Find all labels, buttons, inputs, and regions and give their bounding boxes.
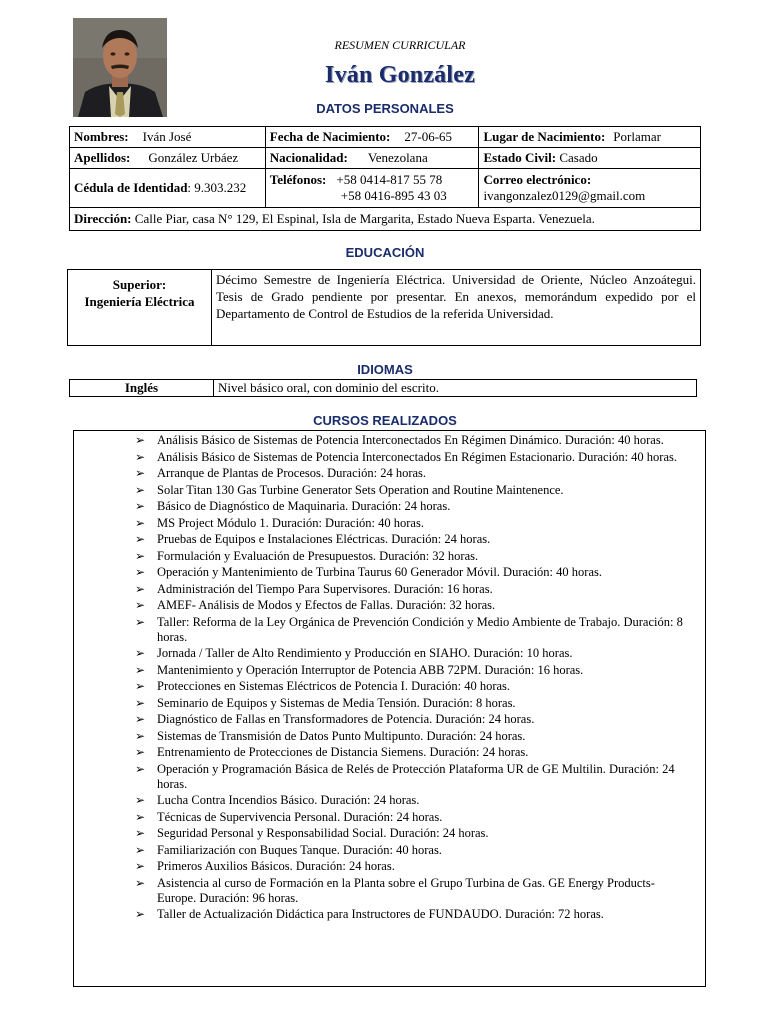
section-title-personal: DATOS PERSONALES <box>316 101 454 116</box>
table-row <box>70 148 701 169</box>
list-item <box>133 907 695 922</box>
course-text: Administración del Tiempo Para Supervisores. Duración: 16 horas. <box>157 581 493 596</box>
course-text: Entrenamiento de Protecciones de Distancia Siemens. Duración: 24 horas. <box>157 745 529 759</box>
arrow-bullet-icon: ➢ <box>135 728 146 743</box>
arrow-bullet-icon: ➢ <box>135 809 146 824</box>
languages-table <box>69 379 697 397</box>
lugar-value: Porlamar <box>613 129 661 144</box>
telefonos-label: Teléfonos: <box>269 172 327 187</box>
estado-cell <box>479 148 701 169</box>
list-item <box>133 532 695 547</box>
cedula-value: : 9.303.232 <box>187 180 247 195</box>
correo-cell <box>479 169 701 208</box>
education-degree-cell <box>68 270 212 346</box>
section-title-courses: CURSOS REALIZADOS <box>313 413 457 428</box>
course-text: Operación y Mantenimiento de Turbina Taurus 60 Generador Móvil. Duración: 40 horas. <box>157 565 602 579</box>
lugar-label: Lugar de Nacimiento: <box>483 129 606 144</box>
course-text: Diagnóstico de Fallas en Transformadores de Potencia. Duración: 24 horas. <box>157 712 535 726</box>
apellidos-value: González Urbáez <box>148 150 239 165</box>
course-text: Análisis Básico de Sistemas de Potencia Interconectados En Régimen Dinámico. Duración: 40 horas. <box>157 433 664 447</box>
list-item <box>133 762 695 792</box>
list-item <box>133 663 695 678</box>
course-text: Sistemas de Transmisión de Datos Punto Multipunto. Duración: 24 horas. <box>157 728 526 743</box>
list-item <box>133 483 695 498</box>
list-item <box>133 450 695 465</box>
list-item <box>133 793 695 808</box>
course-text: Jornada / Taller de Alto Rendimiento y Producción en SIAHO. Duración: 10 horas. <box>157 646 573 660</box>
list-item <box>133 696 695 711</box>
arrow-bullet-icon: ➢ <box>135 875 146 890</box>
arrow-bullet-icon: ➢ <box>135 565 146 579</box>
candidate-name: Iván González <box>325 62 475 88</box>
course-text: Arranque de Plantas de Procesos. Duración: 24 horas. <box>157 466 427 480</box>
arrow-bullet-icon: ➢ <box>135 548 146 563</box>
arrow-bullet-icon: ➢ <box>135 826 146 840</box>
estado-label: Estado Civil: <box>483 150 557 165</box>
table-row <box>70 208 701 231</box>
arrow-bullet-icon: ➢ <box>135 598 146 612</box>
personal-data-table <box>69 126 701 231</box>
course-text: Pruebas de Equipos e Instalaciones Eléctricas. Duración: 24 horas. <box>157 532 491 546</box>
course-text: Básico de Diagnóstico de Maquinaria. Duración: 24 horas. <box>157 499 451 513</box>
apellidos-label: Apellidos: <box>74 150 131 165</box>
arrow-bullet-icon: ➢ <box>135 695 146 710</box>
language-name: Inglés <box>70 380 214 397</box>
list-item <box>133 549 695 564</box>
apellidos-cell <box>70 148 266 169</box>
section-title-languages: IDIOMAS <box>357 362 413 377</box>
arrow-bullet-icon: ➢ <box>135 466 146 480</box>
course-text: Técnicas de Supervivencia Personal. Duración: 24 horas. <box>157 809 443 824</box>
estado-value: Casado <box>559 150 598 165</box>
course-text: Lucha Contra Incendios Básico. Duración: 24 horas. <box>157 793 420 807</box>
fecha-value: 27-06-65 <box>404 129 453 144</box>
nacionalidad-label: Nacionalidad: <box>269 150 348 165</box>
correo-value: ivangonzalez0129@gmail.com <box>483 188 646 203</box>
nombres-label: Nombres: <box>74 129 129 144</box>
list-item <box>133 646 695 661</box>
list-item <box>133 843 695 858</box>
list-item <box>133 499 695 514</box>
section-title-education: EDUCACIÓN <box>345 245 425 260</box>
nacionalidad-cell <box>265 148 479 169</box>
arrow-bullet-icon: ➢ <box>135 712 146 726</box>
education-level: Superior: <box>112 277 167 292</box>
language-level: Nivel básico oral, con dominio del escrito. <box>214 380 697 397</box>
list-item <box>133 598 695 613</box>
course-text: Operación y Programación Básica de Relés de Protección Plataforma UR de GE Multilin. Duración: 24 horas. <box>157 761 675 791</box>
course-text: Protecciones en Sistemas Eléctricos de Potencia I. Duración: 40 horas. <box>157 679 511 693</box>
correo-label: Correo electrónico: <box>483 172 592 187</box>
list-item <box>133 433 695 448</box>
list-item <box>133 745 695 760</box>
education-table <box>67 269 701 346</box>
arrow-bullet-icon: ➢ <box>135 842 146 857</box>
courses-list <box>133 433 695 924</box>
course-text: Seminario de Equipos y Sistemas de Media Tensión. Duración: 8 horas. <box>157 695 516 710</box>
arrow-bullet-icon: ➢ <box>135 907 146 921</box>
list-item <box>133 615 695 645</box>
list-item <box>133 466 695 481</box>
course-text: Solar Titan 130 Gas Turbine Generator Sets Operation and Routine Maintenence. <box>157 482 564 497</box>
telefono-1: +58 0414-817 55 78 <box>336 172 443 187</box>
table-row <box>70 127 701 148</box>
list-item <box>133 679 695 694</box>
fecha-cell <box>265 127 479 148</box>
course-text: Primeros Auxilios Básicos. Duración: 24 horas. <box>157 859 395 873</box>
arrow-bullet-icon: ➢ <box>135 859 146 873</box>
arrow-bullet-icon: ➢ <box>135 482 146 497</box>
direccion-label: Dirección: <box>74 211 132 226</box>
arrow-bullet-icon: ➢ <box>135 646 146 660</box>
list-item <box>133 876 695 906</box>
list-item <box>133 859 695 874</box>
arrow-bullet-icon: ➢ <box>135 614 146 629</box>
course-text: Familiarización con Buques Tanque. Duración: 40 horas. <box>157 842 442 857</box>
course-text: Formulación y Evaluación de Presupuestos. Duración: 32 horas. <box>157 548 479 563</box>
arrow-bullet-icon: ➢ <box>135 662 146 677</box>
course-text: Seguridad Personal y Responsabilidad Social. Duración: 24 horas. <box>157 826 489 840</box>
arrow-bullet-icon: ➢ <box>135 532 146 546</box>
arrow-bullet-icon: ➢ <box>135 499 146 513</box>
nombres-cell <box>70 127 266 148</box>
arrow-bullet-icon: ➢ <box>135 581 146 596</box>
list-item <box>133 729 695 744</box>
telefonos-cell <box>265 169 479 208</box>
nombres-value: Iván José <box>142 129 192 144</box>
education-field: Ingeniería Eléctrica <box>84 294 195 309</box>
list-item <box>133 565 695 580</box>
table-row <box>70 380 697 397</box>
arrow-bullet-icon: ➢ <box>135 679 146 693</box>
document-subtitle: RESUMEN CURRICULAR <box>334 38 466 52</box>
course-text: Mantenimiento y Operación Interruptor de Potencia ABB 72PM. Duración: 16 horas. <box>157 662 584 677</box>
course-text: AMEF- Análisis de Modos y Efectos de Fallas. Duración: 32 horas. <box>157 598 496 612</box>
arrow-bullet-icon: ➢ <box>135 745 146 759</box>
course-text: Taller: Reforma de la Ley Orgánica de Prevención Condición y Medio Ambiente de Trabajo. Duración: 8 horas. <box>157 614 683 644</box>
list-item <box>133 712 695 727</box>
fecha-label: Fecha de Nacimiento: <box>269 129 391 144</box>
list-item <box>133 810 695 825</box>
cedula-cell <box>70 169 266 208</box>
list-item <box>133 826 695 841</box>
list-item <box>133 582 695 597</box>
table-row <box>68 270 701 346</box>
table-row <box>70 169 701 208</box>
arrow-bullet-icon: ➢ <box>135 449 146 464</box>
arrow-bullet-icon: ➢ <box>135 793 146 807</box>
course-text: Análisis Básico de Sistemas de Potencia Interconectados En Régimen Estacionario. Duración: 40 horas. <box>157 449 678 464</box>
telefono-2: +58 0416-895 43 03 <box>340 188 447 203</box>
direccion-value: Calle Piar, casa N° 129, El Espinal, Isla de Margarita, Estado Nueva Esparta. Venezuela. <box>134 211 595 226</box>
course-text: Asistencia al curso de Formación en la Planta sobre el Grupo Turbina de Gas. GE Energy Products- Europe. Duración: 96 horas. <box>157 875 655 905</box>
education-description: Décimo Semestre de Ingeniería Eléctrica. Universidad de Oriente, Núcleo Anzoátegui. Tesis de Grado pendiente por presentar. En anexos, memorándum expedido por el Departamento de Control de Estudios de la referida Universidad. <box>212 270 701 346</box>
list-item <box>133 516 695 531</box>
arrow-bullet-icon: ➢ <box>135 761 146 776</box>
lugar-cell <box>479 127 701 148</box>
cedula-label: Cédula de Identidad <box>74 180 188 195</box>
direccion-cell <box>70 208 701 231</box>
course-text: MS Project Módulo 1. Duración: Duración: 40 horas. <box>157 515 424 530</box>
nacionalidad-value: Venezolana <box>367 150 428 165</box>
arrow-bullet-icon: ➢ <box>135 433 146 447</box>
arrow-bullet-icon: ➢ <box>135 515 146 530</box>
course-text: Taller de Actualización Didáctica para Instructores de FUNDAUDO. Duración: 72 horas. <box>157 907 604 921</box>
